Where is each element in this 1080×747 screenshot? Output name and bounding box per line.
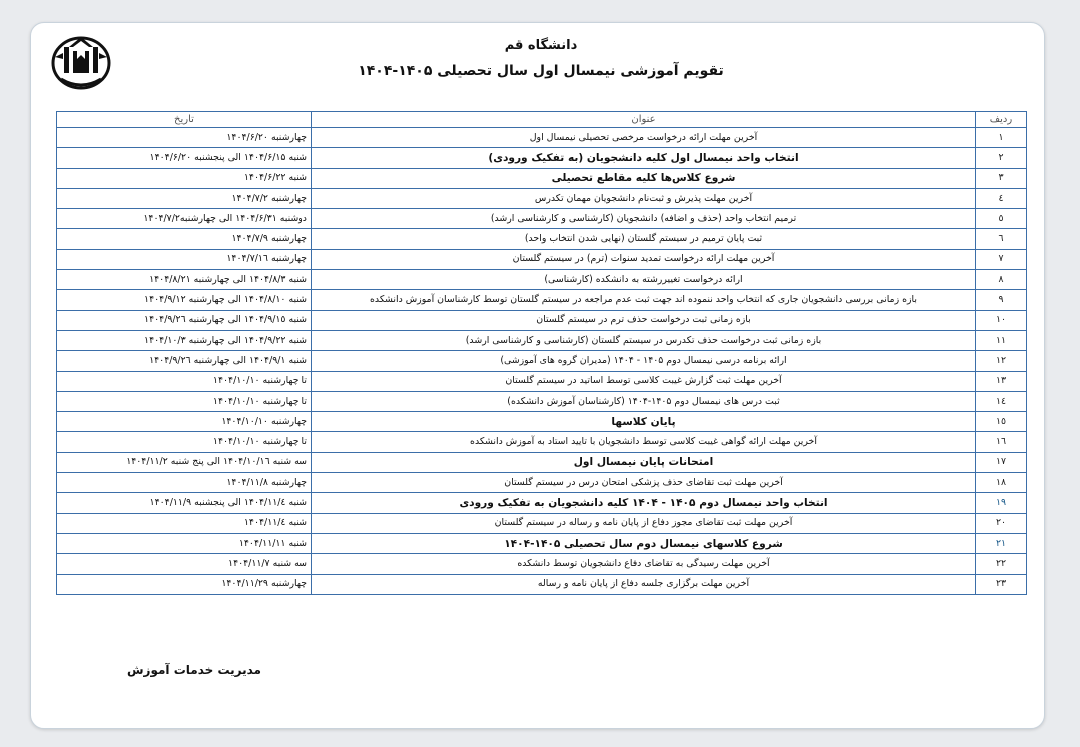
row-title: انتخاب واحد نیمسال اول کلیه دانشجویان (به تفکیک ورودی) bbox=[312, 148, 976, 168]
row-number: ۱۸ bbox=[976, 473, 1027, 493]
row-title: شروع کلاس‌ها کلیه مقاطع تحصیلی bbox=[312, 168, 976, 188]
row-title: ترمیم انتخاب واحد (حذف و اضافه) دانشجویان (کارشناسی و کارشناسی ارشد) bbox=[312, 209, 976, 229]
table-row bbox=[57, 148, 1027, 168]
row-number: ۱ bbox=[976, 128, 1027, 148]
table-body bbox=[57, 128, 1027, 595]
row-number: ۸ bbox=[976, 270, 1027, 290]
table-row bbox=[57, 270, 1027, 290]
row-title: انتخاب واحد نیمسال دوم ۱۴۰۵ - ۱۴۰۴ کلیه دانشجویان به تفکیک ورودی bbox=[312, 493, 976, 513]
row-date: شنبه ۱۴۰۴/۶/۲۲ bbox=[57, 168, 312, 188]
row-title: ثبت درس های نیمسال دوم ۱۴۰۵-۱۴۰۴ (کارشناسان آموزش دانشکده) bbox=[312, 391, 976, 411]
table-row bbox=[57, 554, 1027, 574]
row-number: ۱۷ bbox=[976, 452, 1027, 472]
table-row bbox=[57, 330, 1027, 350]
table-row bbox=[57, 371, 1027, 391]
document-page bbox=[30, 22, 1045, 729]
row-number: ۲۰ bbox=[976, 513, 1027, 533]
row-number: ۱٦ bbox=[976, 432, 1027, 452]
row-title: آخرین مهلت ثبت گزارش غیبت کلاسی توسط اساتید در سیستم گلستان bbox=[312, 371, 976, 391]
university-name: دانشگاه قم bbox=[504, 38, 578, 53]
table-row bbox=[57, 391, 1027, 411]
row-title: بازه زمانی ثبت درخواست حذف تکدرس در سیستم گلستان (کارشناسی و کارشناسی ارشد) bbox=[312, 330, 976, 350]
row-number: ۷ bbox=[976, 249, 1027, 269]
row-title: آخرین مهلت ارائه درخواست مرخصی تحصیلی نیمسال اول bbox=[312, 128, 976, 148]
row-title: ارائه برنامه درسی نیمسال دوم ۱۴۰۵ - ۱۴۰۴ (مدیران گروه های آموزشی) bbox=[312, 351, 976, 371]
row-date: شنبه ۱۴۰۴/۹/۱٥ الی چهارشنبه ۱۴۰۴/۹/۲٦ bbox=[57, 310, 312, 330]
row-title: امتحانات پایان نیمسال اول bbox=[312, 452, 976, 472]
table-row bbox=[57, 168, 1027, 188]
row-date: شنبه ۱۴۰۴/۱۱/٤ الی پنجشنبه ۱۴۰۴/۱۱/۹ bbox=[57, 493, 312, 513]
row-date: شنبه ۱۴۰۴/۹/۱ الی چهارشنبه ۱۴۰۴/۹/۲٦ bbox=[57, 351, 312, 371]
table-row bbox=[57, 229, 1027, 249]
table-header-row bbox=[57, 112, 1027, 128]
row-date: تا چهارشنبه ۱۴۰۴/۱۰/۱۰ bbox=[57, 371, 312, 391]
table-row bbox=[57, 188, 1027, 208]
row-title: آخرین مهلت ثبت تقاضای حذف پزشکی امتحان درس در سیستم گلستان bbox=[312, 473, 976, 493]
row-number: ۳ bbox=[976, 168, 1027, 188]
row-number: ۲ bbox=[976, 148, 1027, 168]
row-number: ۱۳ bbox=[976, 371, 1027, 391]
row-number: ۱٥ bbox=[976, 412, 1027, 432]
table-row bbox=[57, 290, 1027, 310]
row-number: ٥ bbox=[976, 209, 1027, 229]
row-date: چهارشنبه ۱۴۰۴/۷/۱٦ bbox=[57, 249, 312, 269]
table-row bbox=[57, 452, 1027, 472]
column-header-title: عنوان bbox=[312, 112, 976, 128]
row-date: چهارشنبه ۱۴۰۴/۱۱/۸ bbox=[57, 473, 312, 493]
row-title: آخرین مهلت ارائه درخواست تمدید سنوات (ترم) در سیستم گلستان bbox=[312, 249, 976, 269]
row-date: شنبه ۱۴۰۴/۱۱/٤ bbox=[57, 513, 312, 533]
row-title: آخرین مهلت پذیرش و ثبت‌نام دانشجویان مهمان تکدرس bbox=[312, 188, 976, 208]
row-title: آخرین مهلت ارائه گواهی غیبت کلاسی توسط دانشجویان با تایید استاد به آموزش دانشکده bbox=[312, 432, 976, 452]
row-date: شنبه ۱۴۰۴/۹/۲۲ الی چهارشنبه ۱۴۰۴/۱۰/۳ bbox=[57, 330, 312, 350]
table-row bbox=[57, 351, 1027, 371]
table-row bbox=[57, 128, 1027, 148]
row-date: چهارشنبه ۱۴۰۴/۱۱/۲۹ bbox=[57, 574, 312, 594]
row-number: ۲۳ bbox=[976, 574, 1027, 594]
row-title: ثبت پایان ترمیم در سیستم گلستان (نهایی شدن انتخاب واحد) bbox=[312, 229, 976, 249]
row-title: آخرین مهلت ثبت تقاضای مجوز دفاع از پایان نامه و رساله در سیستم گلستان bbox=[312, 513, 976, 533]
row-number: ۱۹ bbox=[976, 493, 1027, 513]
calendar-table bbox=[56, 111, 1027, 595]
row-date: چهارشنبه ۱۴۰۴/۱۰/۱۰ bbox=[57, 412, 312, 432]
row-number: ۲۲ bbox=[976, 554, 1027, 574]
table-row bbox=[57, 412, 1027, 432]
table-row bbox=[57, 574, 1027, 594]
row-date: شنبه ۱۴۰۴/۱۱/۱۱ bbox=[57, 533, 312, 553]
row-title: پایان کلاسها bbox=[312, 412, 976, 432]
row-number: ۱۲ bbox=[976, 351, 1027, 371]
row-title: ارائه درخواست تغییررشته به دانشکده (کارشناسی) bbox=[312, 270, 976, 290]
row-title: آخرین مهلت رسیدگی به تقاضای دفاع دانشجویان توسط دانشکده bbox=[312, 554, 976, 574]
row-date: سه شنبه ۱۴۰۴/۱۱/۷ bbox=[57, 554, 312, 574]
table-row bbox=[57, 310, 1027, 330]
page-title: تقویم آموزشی نیمسال اول سال تحصیلی ۱۴۰۵-۱۴۰۴ bbox=[358, 63, 724, 79]
row-number: ۱۱ bbox=[976, 330, 1027, 350]
row-number: ۹ bbox=[976, 290, 1027, 310]
row-title: شروع کلاسهای نیمسال دوم سال تحصیلی ۱۴۰۵-۱۴۰۴ bbox=[312, 533, 976, 553]
column-header-date: تاریخ bbox=[57, 112, 312, 128]
signature-text: مدیریت خدمات آموزش bbox=[126, 663, 261, 677]
row-date: چهارشنبه ۱۴۰۴/۷/۲ bbox=[57, 188, 312, 208]
table-row bbox=[57, 432, 1027, 452]
table-row bbox=[57, 473, 1027, 493]
row-title: بازه زمانی بررسی دانشجویان جاری که انتخاب واحد ننموده اند جهت ثبت عدم مراجعه در سیستم گلستان توسط کارشناسان آموزش دانشکده bbox=[312, 290, 976, 310]
row-date: تا چهارشنبه ۱۴۰۴/۱۰/۱۰ bbox=[57, 391, 312, 411]
row-date: چهارشنبه ۱۴۰۴/۷/۹ bbox=[57, 229, 312, 249]
row-number: ٦ bbox=[976, 229, 1027, 249]
row-date: شنبه ۱۴۰۴/۶/۱۵ الی پنجشنبه ۱۴۰۴/۶/۲۰ bbox=[57, 148, 312, 168]
table-row bbox=[57, 513, 1027, 533]
table-row bbox=[57, 533, 1027, 553]
table-row bbox=[57, 493, 1027, 513]
table-row bbox=[57, 209, 1027, 229]
row-date: شنبه ۱۴۰۴/۸/۳ الی چهارشنبه ۱۴۰۴/۸/۲۱ bbox=[57, 270, 312, 290]
row-title: آخرین مهلت برگزاری جلسه دفاع از پایان نامه و رساله bbox=[312, 574, 976, 594]
table-row bbox=[57, 249, 1027, 269]
row-number: ۱۰ bbox=[976, 310, 1027, 330]
university-logo-icon bbox=[49, 29, 113, 93]
row-date: چهارشنبه ۱۴۰۴/۶/۲۰ bbox=[57, 128, 312, 148]
row-date: تا چهارشنبه ۱۴۰۴/۱۰/۱۰ bbox=[57, 432, 312, 452]
row-number: ٤ bbox=[976, 188, 1027, 208]
row-date: سه شنبه ۱۴۰۴/۱۰/۱٦ الی پنج شنبه ۱۴۰۴/۱۱/۲ bbox=[57, 452, 312, 472]
row-date: شنبه ۱۴۰۴/۸/۱۰ الی چهارشنبه ۱۴۰۴/۹/۱۲ bbox=[57, 290, 312, 310]
column-header-row-number: ردیف bbox=[976, 112, 1027, 128]
row-number: ۱٤ bbox=[976, 391, 1027, 411]
row-number: ۲۱ bbox=[976, 533, 1027, 553]
row-date: دوشنبه ۱۴۰۴/۶/۳۱ الی چهارشنبه۱۴۰۴/۷/۲ bbox=[57, 209, 312, 229]
row-title: بازه زمانی ثبت درخواست حذف ترم در سیستم گلستان bbox=[312, 310, 976, 330]
